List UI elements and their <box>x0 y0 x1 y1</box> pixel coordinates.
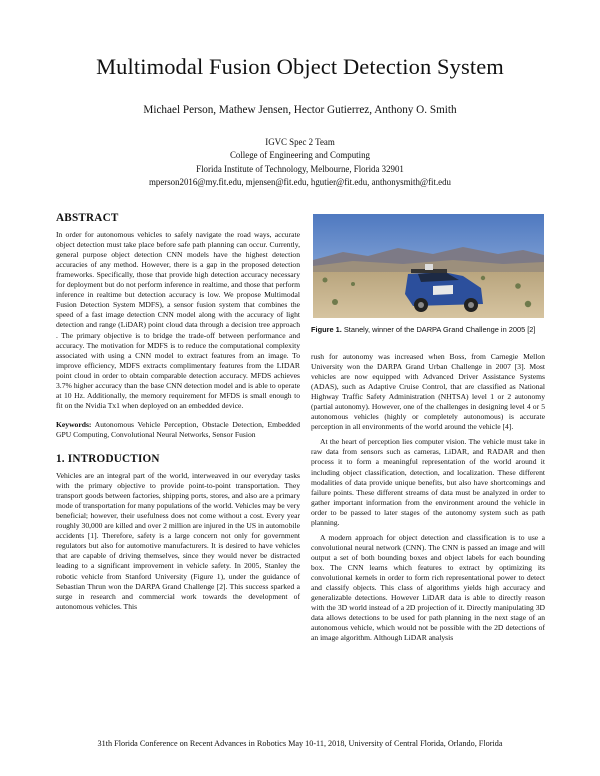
introduction-heading: 1. INTRODUCTION <box>56 452 160 465</box>
keywords-paragraph <box>56 420 300 440</box>
introduction-paragraph-1: Vehicles are an integral part of the world, interweaved in our everyday tasks with the primary objective to provide point-to-point transportation. They transport goods between factories, shipping ports, stores, and also are a primary mode of transportation for many populations of the world. Vehicles may be very beneficial; however, their usefulness does not come without a cost. Every year roughly 30,000 are killed and over 2 million are injured in the US in automobile accidents [1]. Therefore, safety is a large concern not only for government regulators but also for automotive manufacturers. It is desired to have vehicles that are capable of driving themselves, since they would never be distracted leading to a significant improvement in vehicle safety. In 2005, Stanley the robotic vehicle from Stanford University (Figure 1), under the guidance of Sebastian Thrun won the DARPA Grand Challenge [2]. This success sparked a surge in research and commercial work towards the development of autonomous vehicles. This <box>56 471 300 611</box>
stanley-vehicle-photo <box>313 214 544 318</box>
right-column <box>311 352 545 643</box>
keywords-label: Keywords: <box>56 419 92 429</box>
college-name: College of Engineering and Computing <box>229 150 370 161</box>
figure-1-image <box>313 214 544 318</box>
abstract-heading: ABSTRACT <box>56 212 119 224</box>
page-footer: 31th Florida Conference on Recent Advances in Robotics May 10-11, 2018, University of Central Florida, Orlando, Florida <box>97 739 503 748</box>
institute-address: Florida Institute of Technology, Melbourne, Florida 32901 <box>196 163 404 174</box>
figure-caption-text: Stanely, winner of the DARPA Grand Challenge in 2005 [2] <box>341 325 536 334</box>
author-list: Michael Person, Mathew Jensen, Hector Gutierrez, Anthony O. Smith <box>143 104 457 116</box>
figure-label: Figure 1. <box>311 325 342 334</box>
keywords-text: Autonomous Vehicle Perception, Obstacle Detection, Embedded GPU Computing, Convolutional Neural Networks, Sensor Fusion <box>56 419 300 439</box>
team-name: IGVC Spec 2 Team <box>265 137 335 147</box>
affiliation-block <box>0 136 600 190</box>
paper-title: Multimodal Fusion Object Detection System <box>96 54 504 79</box>
abstract-text: In order for autonomous vehicles to safely navigate the road ways, accurate object detection must take place before safe path planning can occur. Currently, general purpose object detection CNN models have the highest detection accuracies of any method. However, there is a gap in the proposed detection frameworks. Specifically, those that provide high detection accuracy necessary for deployment but do not perform inference in realtime, and those that perform inference in realtime but detection accuracy is low. We propose Multimodal Fusion Detection System MDFS), a sensor fusion system that combines the speed of a fast image detection CNN model along with the accuracy of light detection and range (LiDAR) point cloud data through a decision tree approach . The primary objective is to bridge the trade-off between performance and accuracy. The motivation for MDFS is to reduce the computational complexity associated with using a CNN model to extract features from an image. To improve efficiency, MDFS extracts complimentary features from the LIDAR point cloud in order to obtain comparable detection accuracy. MFDS achieves 3.7% higher accuracy than the base CNN detection model and is able to operate at 10 Hz. Additionally, the memory requirement for MFDS is small enough to fit on the Nvidia Tx1 when deployed on an embedded device. <box>56 230 300 410</box>
introduction-paragraph-2: rush for autonomy was increased when Boss, from Carnegie Mellon University won the DARPA Grand Urban Challenge in 2007 [3]. Most vehicles are now equipped with Advanced Driver Assistance Systems (ADAS), such as Adaptive Cruise Control, that are classified as National Highway Traffic Safety Administration (NHTSA) level 1 or 2 autonomy (partial autonomy). However, one of the challenges in designing level 4 or 5 autonomous vehicles (highly or completely autonomous) is accurate perception in all environments of the world around the vehicle [4]. <box>311 352 545 432</box>
author-emails: mperson2016@my.fit.edu, mjensen@fit.edu, hgutier@fit.edu, anthonysmith@fit.edu <box>148 177 451 188</box>
introduction-paragraph-3: At the heart of perception lies computer vision. The vehicle must take in raw data from sensors such as cameras, LiDAR, and RADAR and then process it to form a meaningful representation of the world around it including object classification, detection, and localization. These different modalities of data provide unique benefits, but also have shortcomings and failure points. These different streams of data must be analyzed in order to gather important information from the environment around the vehicle in order to be passed to later stages of the autonomy system such as path planning. <box>311 437 545 527</box>
figure-1-caption <box>311 325 545 335</box>
introduction-paragraph-4: A modern approach for object detection and classification is to use a convolutional neural network (CNN). The CNN is passed an image and will output a set of both bounding boxes and object labels for each bounding box. The CNN learns which features to extract by optimizing its convolutional kernels in order to form rich representational power to detect and classify objects. This class of algorithms yields high accuracy and generalizable detections. However LiDAR data is able to directly reason with the 3D world instead of a 2D projection of it. Directly manipulating 3D data allows detections to be used for path planning in the next stage of an autonomous vehicle, which would not be possible with the 2D detections of an image algorithm. Although LiDAR analysis <box>311 532 545 643</box>
left-column <box>56 213 300 612</box>
